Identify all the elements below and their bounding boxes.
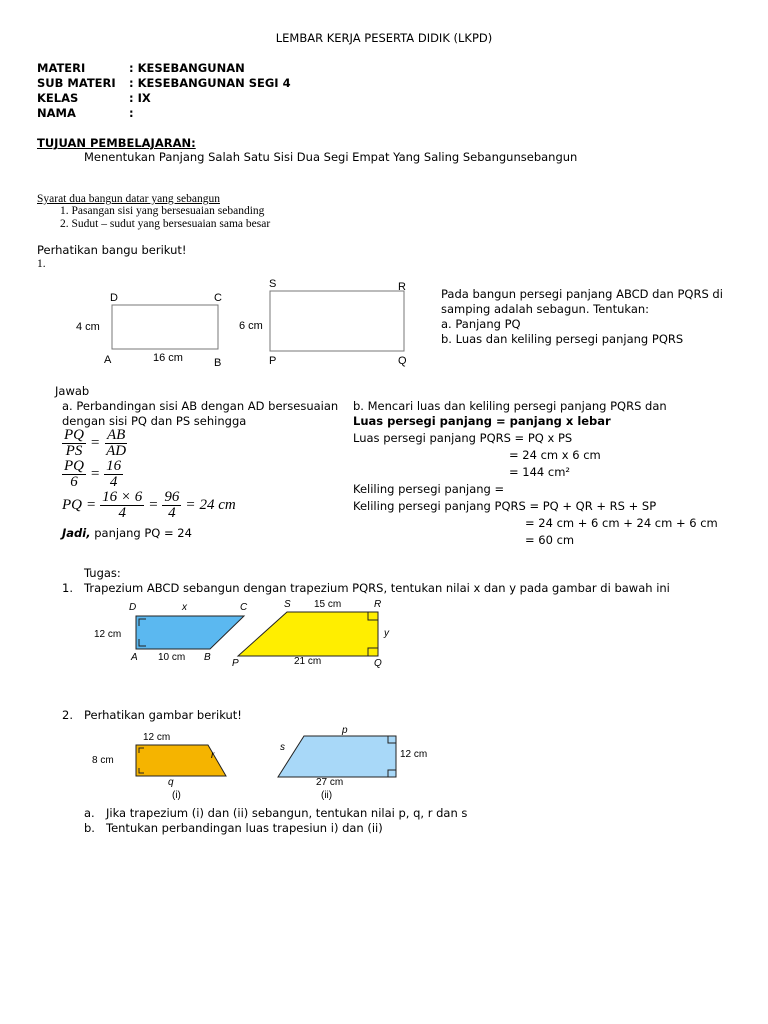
question-b: b. Luas dan keliling persegi panjang PQRS (441, 332, 684, 346)
info-label-submateri: SUB MATERI (37, 76, 116, 90)
question-line-1: Pada bangun persegi panjang ABCD dan PQRS di (441, 287, 723, 301)
trap4-label-12cm: 12 cm (400, 749, 428, 760)
conditions-heading: Syarat dua bangun datar yang sebangun (37, 193, 220, 205)
condition-item-2: 2. Sudut – sudut yang bersesuaian sama besar (60, 218, 271, 230)
trapezium-figure-2 (90, 722, 450, 802)
trap-label-10cm: 10 cm (158, 652, 186, 663)
trap3-label-12cm: 12 cm (143, 732, 171, 743)
trap4-label-p: p (342, 725, 348, 736)
example-intro: Perhatikan bangu berikut! (37, 243, 187, 257)
task-1-number: 1. (62, 581, 73, 595)
trap3-label-8cm: 8 cm (92, 755, 114, 766)
question-line-2: samping adalah sebagun. Tentukan: (441, 302, 650, 316)
equation-ratio-1: $\frac{PQ}{PS}$ = $\frac{AB}{AD}$ (64, 427, 127, 459)
trap-label-C: C (240, 602, 248, 613)
trap4-label-ii: (ii) (321, 790, 333, 801)
label-C: C (214, 292, 222, 304)
trapezium-figure-1 (90, 596, 410, 668)
luas-line-3: = 144 cm² (509, 465, 571, 479)
condition-item-1: 1. Pasangan sisi yang bersesuaian sebanding (60, 205, 265, 217)
info-label-kelas: KELAS (37, 91, 79, 105)
trap-label-12cm: 12 cm (94, 629, 122, 640)
trapezium-ii (278, 736, 396, 777)
sub-question-b: Tentukan perbandingan luas trapesiun i) dan (ii) (106, 821, 383, 835)
info-label-materi: MATERI (37, 61, 86, 75)
trap-label-x: x (182, 602, 187, 613)
solution-a-line1: a. Perbandingan sisi AB dengan AD bersesuaian (62, 399, 339, 413)
task-2-number: 2. (62, 708, 73, 722)
trap3-label-q: q (168, 777, 174, 788)
equation-result: PQ = $\frac{16 \times 6}{4}$ = $\frac{96}{4}$ = 24 cm (62, 489, 236, 521)
solution-a-line2: dengan sisi PQ dan PS sehingga (62, 414, 247, 428)
rectangle-pqrs (270, 291, 404, 351)
trap-label-15cm: 15 cm (314, 599, 342, 610)
info-value-submateri: : KESEBANGUNAN SEGI 4 (129, 76, 291, 90)
label-P: P (269, 355, 277, 367)
trap-label-D: D (129, 602, 137, 613)
label-S: S (269, 278, 277, 290)
conclusion: Jadi, panjang PQ = 24 (62, 526, 192, 540)
info-value-materi: : KESEBANGUNAN (129, 61, 245, 75)
example-number: 1. (37, 258, 46, 270)
trap-label-B: B (204, 652, 211, 663)
info-label-nama: NAMA (37, 106, 76, 120)
keliling-line-3: = 60 cm (525, 533, 575, 547)
trapezium-abcd (136, 616, 244, 649)
label-R: R (398, 281, 406, 293)
trap-label-S: S (284, 599, 291, 610)
tasks-heading: Tugas: (84, 566, 121, 580)
rectangle-abcd (112, 305, 218, 349)
label-4cm: 4 cm (76, 321, 100, 333)
luas-line-2: = 24 cm x 6 cm (509, 448, 601, 462)
keliling-intro: Keliling persegi panjang = (353, 482, 505, 496)
label-D: D (110, 292, 118, 304)
trap3-label-i: (i) (172, 790, 181, 801)
label-Q: Q (398, 355, 407, 367)
task-2-text: Perhatikan gambar berikut! (84, 708, 242, 722)
rectangles-figure (70, 272, 420, 372)
sub-question-b-number: b. (84, 821, 95, 835)
jawab-label: Jawab (55, 384, 90, 398)
trap-label-P: P (232, 658, 239, 668)
trapezium-pqrs (238, 612, 378, 656)
objective-text: Menentukan Panjang Salah Satu Sisi Dua Segi Empat Yang Saling Sebangunsebangun (84, 150, 578, 164)
solution-b-line1: b. Mencari luas dan keliling persegi panjang PQRS dan (353, 399, 667, 413)
trap-label-R: R (374, 599, 382, 610)
trap-label-Q: Q (374, 658, 382, 668)
trap4-label-27cm: 27 cm (316, 777, 344, 788)
trap4-label-s: s (280, 742, 285, 753)
keliling-line-1: Keliling persegi panjang PQRS = PQ + QR + RS + SP (353, 499, 657, 513)
info-value-kelas: : IX (129, 91, 151, 105)
sub-question-a: Jika trapezium (i) dan (ii) sebangun, tentukan nilai p, q, r dan s (106, 806, 468, 820)
luas-line-1: Luas persegi panjang PQRS = PQ x PS (353, 431, 573, 445)
label-A: A (104, 354, 112, 366)
trap-label-A: A (131, 652, 138, 663)
task-1-text: Trapezium ABCD sebangun dengan trapezium PQRS, tentukan nilai x dan y pada gambar di bawah ini (84, 581, 670, 595)
question-a: a. Panjang PQ (441, 317, 521, 331)
equation-ratio-2: $\frac{PQ}{6}$ = $\frac{16}{4}$ (64, 458, 122, 490)
solution-b-formula: Luas persegi panjang = panjang x lebar (353, 414, 611, 428)
label-B: B (214, 357, 222, 369)
trap-label-21cm: 21 cm (294, 656, 322, 667)
page-title: LEMBAR KERJA PESERTA DIDIK (LKPD) (275, 31, 493, 45)
sub-question-a-number: a. (84, 806, 95, 820)
keliling-line-2: = 24 cm + 6 cm + 24 cm + 6 cm (525, 516, 718, 530)
label-16cm: 16 cm (153, 352, 183, 364)
trap-label-y: y (384, 628, 389, 639)
info-value-nama: : (129, 106, 134, 120)
objective-heading: TUJUAN PEMBELAJARAN: (37, 136, 196, 150)
label-6cm: 6 cm (239, 320, 263, 332)
trap3-label-r: r (211, 750, 215, 761)
